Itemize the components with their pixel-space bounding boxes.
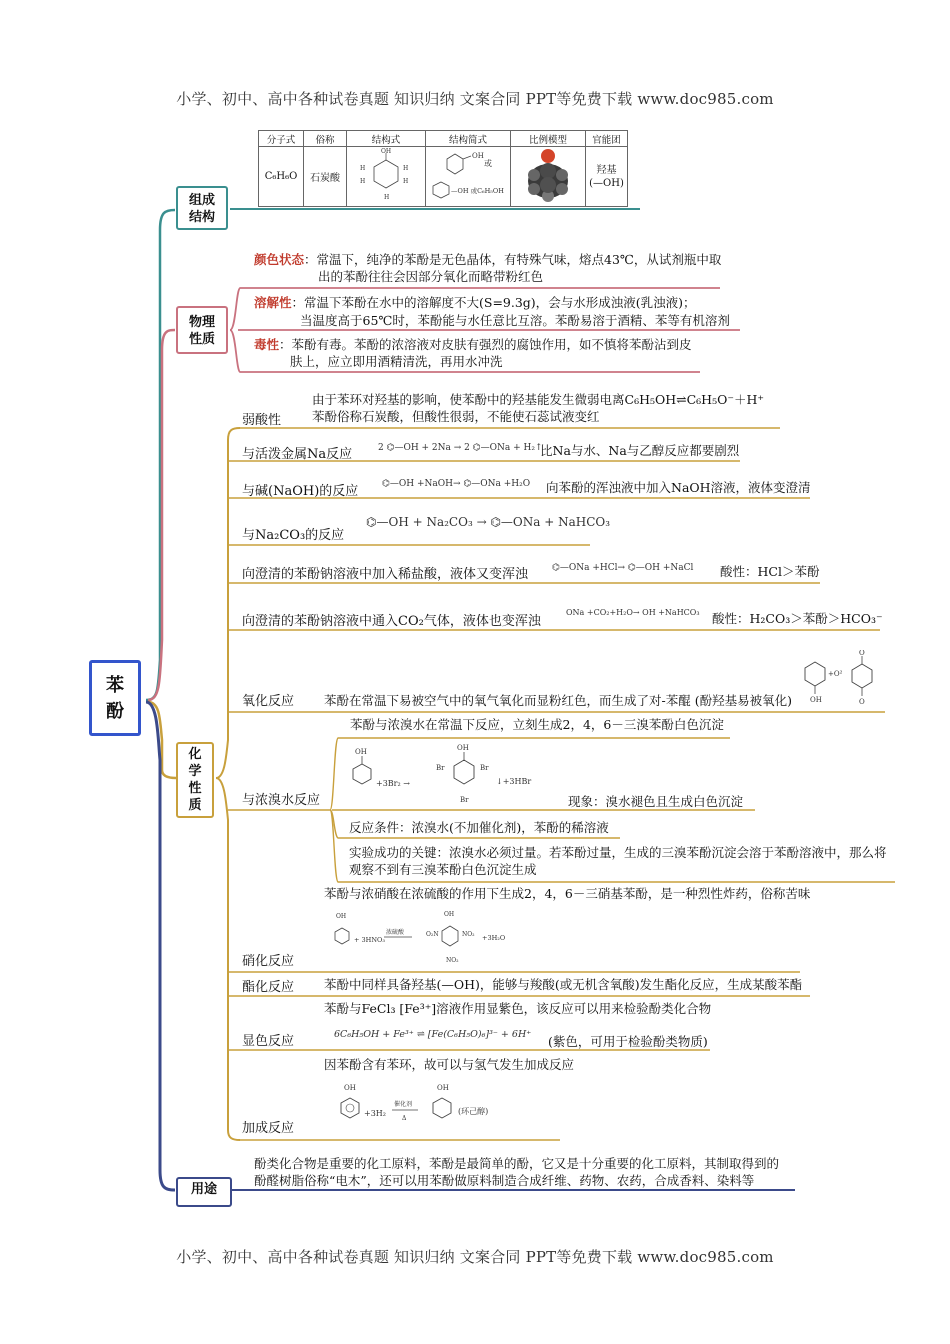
table-header: 官能团 [586,131,628,147]
bromination-text: 苯酚与浓溴水在常温下反应，立刻生成2，4，6－三溴苯酚白色沉淀 [350,717,724,732]
addition-equation [334,1078,514,1134]
svg-text:H: H [403,178,409,185]
color-state-label: 颜色状态 [254,252,305,267]
svg-text:H: H [360,165,366,172]
branch-chemical: 化 学 性 质 [176,742,214,818]
color-state-line1: 颜色状态：常温下，纯净的苯酚是无色晶体，有特殊气味，熔点43℃，从试剂瓶中取 [254,252,722,267]
toxicity-label: 毒性 [254,337,280,352]
weak-acid-text2: 苯酚俗称石炭酸，但酸性很弱，不能使石蕊试液变红 [312,409,600,424]
svg-text:+3H₂: +3H₂ [364,1109,386,1118]
svg-text:(环己醇): (环己醇) [458,1107,489,1116]
page-footer: 小学、初中、高中各种试卷真题 知识归纳 文案合同 PPT等免费下载 www.doc985.com [176,1248,774,1266]
hcl-note: 酸性：HCl＞苯酚 [720,564,820,579]
na-equation: 2 ⌬—OH + 2Na → 2 ⌬—ONa + H₂↑ [378,443,543,453]
svg-text:OH: OH [472,151,484,160]
svg-text:OH: OH [437,1084,449,1092]
branch-use: 用途 [176,1177,232,1207]
solubility-line2: 当温度高于65℃时，苯酚能与水任意比互溶。苯酚易溶于酒精、苯等有机溶剂 [300,313,730,328]
addition-text: 因苯酚含有苯环，故可以与氢气发生加成反应 [324,1057,575,1072]
structure-table [258,130,628,207]
svg-text:OH: OH [810,696,822,704]
naoh-equation: ⌬—OH +NaOH→ ⌬—ONa +H₂O [382,479,531,489]
branch-physical: 物理 性质 [176,306,228,354]
svg-text:OH: OH [336,913,347,920]
line-root-chemical [148,702,176,778]
svg-text:H: H [384,194,390,201]
solubility-label: 溶解性 [254,295,292,310]
svg-text:OH: OH [344,1084,356,1092]
color-reaction-equation: 6C₆H₅OH + Fe³⁺ ⇌ [Fe(C₆H₅O)₆]³⁻ + 6H⁺ [334,1029,532,1040]
svg-text:+ 3HNO₃: + 3HNO₃ [354,936,385,944]
co2-equation: ONa +CO₂+H₂O→ OH +NaHCO₃ [566,608,700,617]
line-root-physical [148,330,175,700]
table-header: 俗称 [304,131,347,147]
nitration-text: 苯酚与浓硝酸在浓硫酸的作用下生成2，4，6－三硝基苯酚，是一种烈性炸药，俗称苦味 [324,886,811,901]
table-header: 结构简式 [426,131,511,147]
table-header: 结构式 [347,131,426,147]
na2co3-reaction-label: 与Na₂CO₃的反应 [242,528,345,543]
na-reaction-label: 与活泼金属Na反应 [242,447,353,462]
svg-text:O: O [859,698,865,706]
table-header: 比例模型 [511,131,586,147]
weak-acid-label: 弱酸性 [242,413,282,428]
co2-reaction-label: 向澄清的苯酚钠溶液中通入CO₂气体，液体也变浑浊 [242,614,541,629]
simple-or-text: 或 [484,158,492,168]
nitration-equation [332,906,522,966]
bromination-condition: 反应条件：浓溴水(不加催化剂)，苯酚的稀溶液 [349,820,609,835]
bromination-key1: 实验成功的关键：浓溴水必须过量。若苯酚过量，生成的三溴苯酚沉淀会溶于苯酚溶液中，那么将 [349,845,887,860]
svg-text:Δ: Δ [402,1115,407,1122]
svg-text:浓硫酸: 浓硫酸 [386,929,405,936]
weak-acid-text1: 由于苯环对羟基的影响，使苯酚中的羟基能发生微弱电离C₆H₅OH⇌C₆H₅O⁻＋H⁺ [312,392,764,407]
svg-text:NO₂: NO₂ [462,931,475,938]
svg-text:NO₂: NO₂ [446,957,459,964]
esterification-text: 苯酚中同样具备羟基(—OH)，能够与羧酸(或无机含氧酸)发生酯化反应，生成某酸苯酯 [324,977,803,992]
addition-label: 加成反应 [242,1121,295,1136]
hcl-equation: ⌬—ONa +HCl→ ⌬—OH +NaCl [552,563,694,573]
co2-note: 酸性：H₂CO₃＞苯酚＞HCO₃⁻ [712,611,883,626]
color-reaction-note: (紫色，可用于检验酚类物质) [548,1034,708,1049]
naoh-reaction-label: 与碱(NaOH)的反应 [242,484,359,499]
page-header: 小学、初中、高中各种试卷真题 知识归纳 文案合同 PPT等免费下载 www.doc985.com [176,90,774,108]
use-text2: 酚醛树脂俗称“电木”，还可以用苯酚做原料制造合成纤维、药物、农药，合成香料、染料等 [254,1173,755,1188]
use-text1: 酚类化合物是重要的化工原料，苯酚是最简单的酚，它又是十分重要的化工原料，其制取得到的 [254,1156,780,1171]
na2co3-equation: ⌬—OH + Na₂CO₃ → ⌬—ONa + NaHCO₃ [366,515,611,529]
line-root-use [146,702,175,1190]
hcl-reaction-label: 向澄清的苯酚钠溶液中加入稀盐酸，液体又变浑浊 [242,567,529,582]
molecular-formula: C₆H₆O [259,147,304,207]
simple-alt-text: —OH 或C₆H₅OH [451,186,504,195]
color-reaction-label: 显色反应 [242,1034,295,1049]
toxicity-line2: 肤上，应立即用酒精清洗，再用水冲洗 [290,354,503,369]
svg-text:催化剂: 催化剂 [394,1101,413,1108]
table-header: 分子式 [259,131,304,147]
common-name: 石炭酸 [304,147,347,207]
branch-structure: 组成 结构 [176,186,228,230]
simple-structure [426,147,511,207]
oxidation-text: 苯酚在常温下易被空气中的氧气氧化而显粉红色，而生成了对-苯醌 (酚羟基易被氧化) [324,693,792,708]
toxicity-line1: 毒性：苯酚有毒。苯酚的浓溶液对皮肤有强烈的腐蚀作用，如不慎将苯酚沾到皮 [254,337,692,352]
svg-text:OH: OH [381,148,392,155]
svg-text:O: O [859,650,865,657]
svg-text:H: H [360,178,366,185]
svg-text:O₂N: O₂N [426,931,439,938]
svg-text:OH: OH [457,744,469,752]
solubility-line1: 溶解性：常温下苯酚在水中的溶解度不大(S=9.3g)，会与水形成浊液(乳浊液)； [254,295,696,310]
root-node: 苯 酚 [89,660,141,736]
na-note: 比Na与水、Na与乙醇反应都要剧烈 [540,443,740,458]
color-reaction-text: 苯酚与FeCl₃ [Fe³⁺]溶液作用显紫色，该反应可以用来检验酚类化合物 [324,1001,712,1016]
color-state-line2: 出的苯酚往往会因部分氧化而略带粉红色 [318,269,544,284]
svg-text:+O²: +O² [828,670,843,678]
nitration-label: 硝化反应 [242,954,295,969]
functional-group: 羟基 (—OH) [586,147,628,207]
svg-text:+3Br₂ →: +3Br₂ → [376,779,410,788]
svg-text:↓+3HBr: ↓+3HBr [496,777,532,786]
svg-text:H: H [403,165,409,172]
esterification-label: 酯化反应 [242,980,295,995]
svg-text:OH: OH [355,748,367,756]
oxidation-structure [800,650,890,706]
bromination-observation: 现象：溴水褪色且生成白色沉淀 [568,794,744,809]
space-filling-model [511,147,586,207]
svg-text:OH: OH [444,911,455,918]
svg-text:Br: Br [436,764,445,772]
svg-text:+3H₂O: +3H₂O [482,934,506,942]
line-root-structure [146,210,175,700]
oxidation-label: 氧化反应 [242,694,295,709]
naoh-note: 向苯酚的浑浊液中加入NaOH溶液，液体变澄清 [546,480,811,495]
bromination-equation [346,742,536,806]
structural-formula [347,147,426,207]
bromination-key2: 观察不到有三溴苯酚白色沉淀生成 [349,862,537,877]
svg-text:Br: Br [480,764,489,772]
svg-text:Br: Br [460,796,469,804]
bromination-label: 与浓溴水反应 [242,793,321,808]
